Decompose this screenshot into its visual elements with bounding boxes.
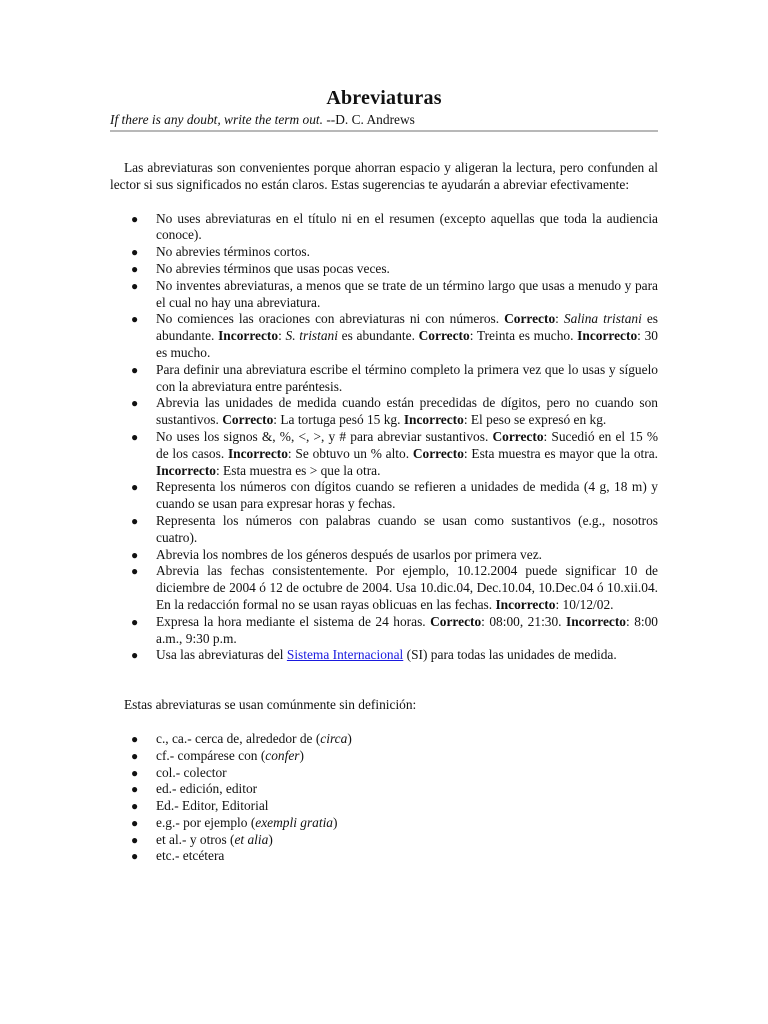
rule-item xyxy=(110,311,658,361)
list-item-text: ) xyxy=(347,730,352,746)
bullet-icon: ● xyxy=(131,614,139,629)
italic-term: et alia xyxy=(234,831,269,847)
emphasis-label: Incorrecto xyxy=(156,462,216,478)
bullet-icon: ● xyxy=(131,765,139,780)
emphasis-label: Correcto xyxy=(412,445,464,461)
bullet-icon: ● xyxy=(131,211,139,226)
abbreviation-item xyxy=(110,781,658,798)
bullet-icon: ● xyxy=(131,245,139,260)
list-item-text: : xyxy=(278,328,286,344)
emphasis-label: Correcto xyxy=(430,613,482,629)
list-item-text: Abrevia las fechas consistentemente. Por ejemplo, 10.12.2004 puede significar 10 de diciembre de 2004 ó 12 de octubre de 2004. Usa 10.dic.04, Dec.10.04, 10.Dec.04 ó 10.xii.04. En la redacción formal no se usan rayas oblicuas en las fechas. xyxy=(156,563,658,612)
emphasis-label: Correcto xyxy=(492,428,544,444)
sistema-internacional-link[interactable]: Sistema Internacional xyxy=(286,647,404,663)
bullet-icon: ● xyxy=(131,648,139,663)
emphasis-label: Correcto xyxy=(222,412,274,428)
rules-list xyxy=(110,211,658,665)
list-item-text: e.g.- por ejemplo ( xyxy=(156,814,256,830)
bullet-icon: ● xyxy=(131,429,139,444)
emphasis-label: Incorrecto xyxy=(218,328,279,344)
list-item-text: et al.- y otros ( xyxy=(156,831,235,847)
bullet-icon: ● xyxy=(131,547,139,562)
abbreviation-item xyxy=(110,748,658,765)
emphasis-label: Correcto xyxy=(418,328,470,344)
epigraph-author: --D. C. Andrews xyxy=(326,112,415,127)
list-item-text: es abundante. xyxy=(337,328,419,344)
rule-item xyxy=(110,479,658,513)
list-item-text: : xyxy=(555,311,564,327)
list-item-text: No abrevies términos cortos. xyxy=(156,244,310,260)
document-page xyxy=(110,86,658,865)
list-item-text: : Se obtuvo un % alto. xyxy=(287,445,413,461)
bullet-icon: ● xyxy=(131,513,139,528)
list-item-text: No abrevies términos que usas pocas veces. xyxy=(156,260,390,276)
bullet-icon: ● xyxy=(131,564,139,579)
list-item-text: : 10/12/02. xyxy=(555,596,614,612)
bullet-icon: ● xyxy=(131,799,139,814)
bullet-icon: ● xyxy=(131,261,139,276)
list-item-text: No uses abreviaturas en el título ni en el resumen (excepto aquellas que toda la audiencia conoce). xyxy=(156,210,658,243)
second-intro-paragraph: Estas abreviaturas se usan comúnmente sin definición: xyxy=(124,697,417,713)
rule-item xyxy=(110,211,658,245)
rule-item xyxy=(110,614,658,648)
italic-term: S. tristani xyxy=(285,328,338,344)
bullet-icon: ● xyxy=(131,396,139,411)
list-item-text: : Treinta es mucho. xyxy=(469,328,578,344)
abbreviation-item xyxy=(110,848,658,865)
list-item-text: Usa las abreviaturas del xyxy=(156,647,287,663)
list-item-text: : 8:00 a.m., 9:30 p.m. xyxy=(156,613,658,646)
list-item-text: : 30 es mucho. xyxy=(156,328,658,360)
rule-item xyxy=(110,547,658,564)
list-item-text: Representa los números con palabras cuando se usan como sustantivos (e.g., nosotros cuatro). xyxy=(156,512,658,545)
list-item-text: : El peso se expresó en kg. xyxy=(463,412,607,428)
abbreviation-item xyxy=(110,832,658,849)
rule-item xyxy=(110,261,658,278)
list-item-text: No inventes abreviaturas, a menos que se trate de un término largo que usas a menudo y para el cual no hay una abreviatura. xyxy=(156,277,658,310)
bullet-icon: ● xyxy=(131,849,139,864)
abbreviation-item xyxy=(110,815,658,832)
emphasis-label: Incorrecto xyxy=(403,412,464,428)
bullet-icon: ● xyxy=(131,362,139,377)
italic-term: confer xyxy=(265,747,300,763)
rule-item xyxy=(110,362,658,396)
italic-term: exempli gratia xyxy=(255,814,334,830)
list-item-text: No comiences las oraciones con abreviaturas ni con números. xyxy=(156,311,505,327)
list-item-text: Representa los números con dígitos cuando se refieren a unidades de medida (4 g, 18 m) y cuando se usan para expresar horas y fechas. xyxy=(156,479,658,512)
list-item-text: Para definir una abreviatura escribe el término completo la primera vez que lo usas y síguelo con la abreviatura entre paréntesis. xyxy=(156,361,658,394)
list-item-text: c., ca.- cerca de, alrededor de ( xyxy=(156,730,321,746)
bullet-icon: ● xyxy=(131,312,139,327)
list-item-text: (SI) para todas las unidades de medida. xyxy=(403,647,617,663)
rule-item xyxy=(110,647,658,664)
bullet-icon: ● xyxy=(131,815,139,830)
list-item-text: No uses los signos &, %, <, >, y # para abreviar sustantivos. xyxy=(156,428,493,444)
emphasis-label: Incorrecto xyxy=(566,613,626,629)
list-item-text: ) xyxy=(268,831,273,847)
rule-item xyxy=(110,563,658,613)
list-item-text: ed.- edición, editor xyxy=(156,781,258,797)
emphasis-label: Incorrecto xyxy=(577,328,638,344)
rule-item xyxy=(110,429,658,479)
intro-paragraph: Las abreviaturas son convenientes porque ahorran espacio y aligeran la lectura, pero confunden al lector si sus significados no están claros. Estas sugerencias te ayudarán a abreviar efectivamente: xyxy=(110,160,658,192)
list-item-text: : La tortuga pesó 15 kg. xyxy=(273,412,404,428)
list-item-text: : Esta muestra es > que la otra. xyxy=(215,462,381,478)
list-item-text: : Sucedió en el 15 % de los casos. xyxy=(156,428,658,461)
abbreviation-item xyxy=(110,765,658,782)
italic-term: circa xyxy=(320,730,348,746)
rule-item xyxy=(110,244,658,261)
list-item-text: Ed.- Editor, Editorial xyxy=(156,798,269,814)
bullet-icon: ● xyxy=(131,278,139,293)
list-item-text: ) xyxy=(299,747,304,763)
list-item-text: : 08:00, 21:30. xyxy=(481,613,567,629)
bullet-icon: ● xyxy=(131,480,139,495)
abbreviation-item xyxy=(110,731,658,748)
rule-item xyxy=(110,278,658,312)
epigraph-quote: If there is any doubt, write the term out. xyxy=(110,112,323,127)
list-item-text: cf.- compárese con ( xyxy=(156,747,266,763)
italic-term: Salina tristani xyxy=(563,311,642,327)
emphasis-label: Correcto xyxy=(504,311,556,327)
list-item-text: ) xyxy=(333,814,338,830)
abbreviation-item xyxy=(110,798,658,815)
emphasis-label: Incorrecto xyxy=(227,445,288,461)
rule-item xyxy=(110,513,658,547)
bullet-icon: ● xyxy=(131,748,139,763)
epigraph xyxy=(110,111,658,132)
list-item-text: es abundante. xyxy=(156,311,658,344)
list-item-text: etc.- etcétera xyxy=(156,848,225,864)
list-item-text: Expresa la hora mediante el sistema de 24 horas. xyxy=(156,613,431,629)
abbreviations-list xyxy=(110,731,658,865)
bullet-icon: ● xyxy=(131,782,139,797)
list-item-text: : Esta muestra es mayor que la otra. xyxy=(463,445,658,461)
bullet-icon: ● xyxy=(131,731,139,746)
rule-item xyxy=(110,395,658,429)
bullet-icon: ● xyxy=(131,832,139,847)
list-item-text: Abrevia los nombres de los géneros después de usarlos por primera vez. xyxy=(156,546,542,562)
emphasis-label: Incorrecto xyxy=(495,596,556,612)
page-title: Abreviaturas xyxy=(326,87,442,109)
list-item-text: col.- colector xyxy=(156,764,227,780)
list-item-text: Abrevia las unidades de medida cuando están precedidas de dígitos, pero no cuando son sustantivos. xyxy=(156,395,658,428)
